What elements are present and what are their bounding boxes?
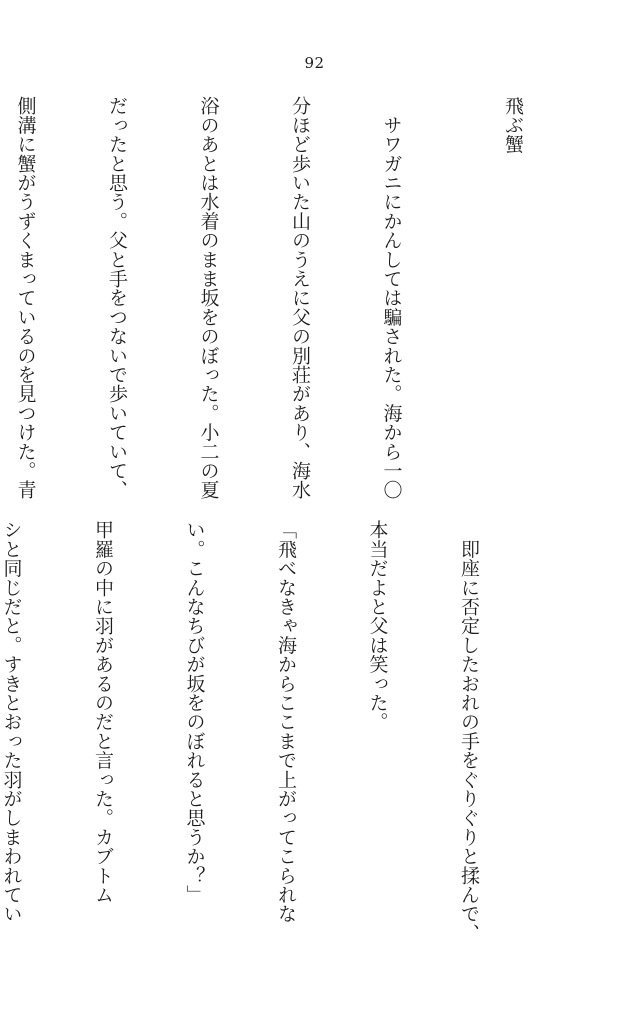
text-line: サワガニにかんしては騙された。海から一〇 (380, 96, 403, 500)
lower-text-block (0, 520, 545, 943)
text-line: い。こんなちびが坂をのぼれると思うか？」 (183, 520, 206, 904)
story-title: 飛ぶ蟹 (502, 96, 524, 154)
text-line: 本当だよと父は笑った。 (366, 520, 389, 732)
text-line: 浴のあとは水着のまま坂をのぼった。小二の夏 (197, 96, 220, 500)
text-line: 甲羅の中に羽があるのだと言った。カブトム (92, 520, 114, 904)
text-line: だったと思う。父と手をつないで歩いていて、 (106, 96, 128, 500)
text-line: シと同じだと。すきとおった羽がしまわれてい (0, 520, 23, 924)
text-line: 「飛べなきゃ海からここまで上がってこられな (275, 520, 297, 924)
upper-text-block (0, 96, 589, 498)
text-line: 側溝に蟹がうずくまっているのを見つけた。青 (14, 96, 37, 500)
text-line: 即座に否定したおれの手をぐりぐりと揉んで、 (458, 520, 480, 943)
text-line: 分ほど歩いた山のうえに父の別荘があり、海水 (289, 96, 311, 500)
page-number: 92 (304, 54, 325, 72)
